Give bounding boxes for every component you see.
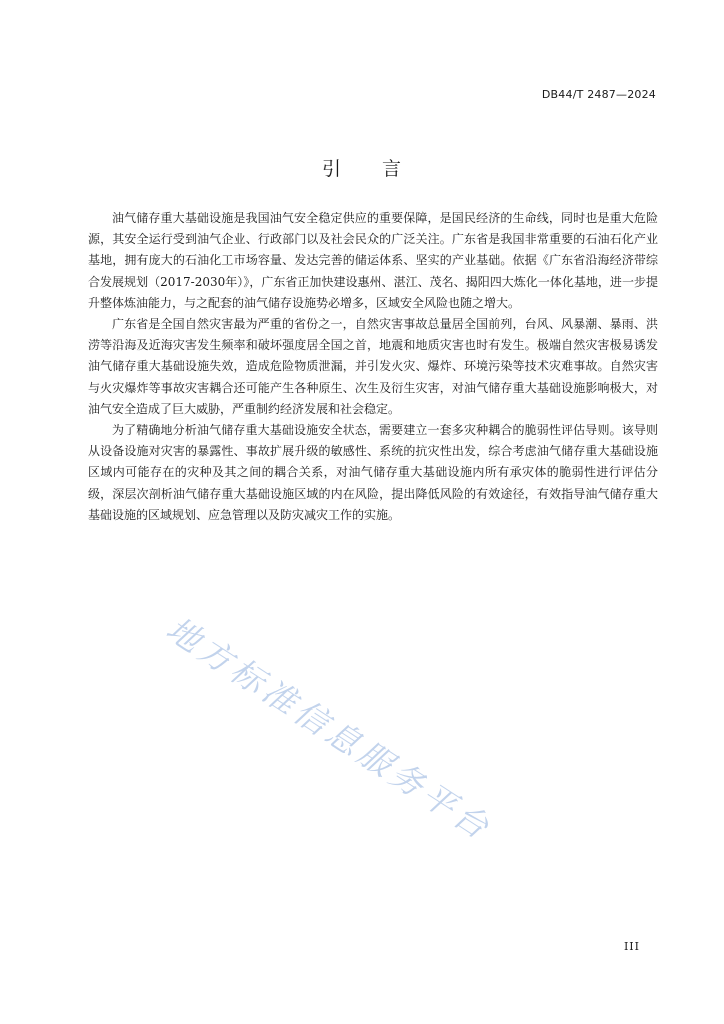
page-title-char-1: 引 bbox=[321, 158, 342, 180]
watermark: 地方标准信息服务平台 bbox=[159, 609, 500, 849]
page-title bbox=[0, 154, 724, 181]
standard-code: DB44/T 2487—2024 bbox=[541, 88, 656, 101]
page-title-char-2: 言 bbox=[382, 158, 403, 180]
paragraph-2: 广东省是全国自然灾害最为严重的省份之一，自然灾害事故总量居全国前列，台风、风暴潮、暴雨、洪涝等沿海及近海灾害发生频率和破坏强度居全国之首，地震和地质灾害也时有发生。极端自然灾害极易诱发油气储存重大基础设施失效，造成危险物质泄漏，并引发火灾、爆炸、环境污染等技术灾难事故。自然灾害与火灾爆炸等事故灾害耦合还可能产生各种原生、次生及衍生灾害，对油气储存重大基础设施影响极大，对油气安全造成了巨大威胁，严重制约经济发展和社会稳定。 bbox=[88, 317, 658, 416]
paragraph-3: 为了精确地分析油气储存重大基础设施安全状态，需要建立一套多灾种耦合的脆弱性评估导则。该导则从设备设施对灾害的暴露性、事故扩展升级的敏感性、系统的抗灾性出发，综合考虑油气储存重大基础设施区域内可能存在的灾种及其之间的耦合关系，对油气储存重大基础设施内所有承灾体的脆弱性进行评估分级，深层次剖析油气储存重大基础设施区域的内在风险，提出降低风险的有效途径，有效指导油气储存重大基础设施的区域规划、应急管理以及防灾减灾工作的实施。 bbox=[88, 423, 658, 522]
paragraph-1: 油气储存重大基础设施是我国油气安全稳定供应的重要保障，是国民经济的生命线，同时也是重大危险源，其安全运行受到油气企业、行政部门以及社会民众的广泛关注。广东省是我国非常重要的石油石化产业基地，拥有庞大的石油化工市场容量、发达完善的储运体系、坚实的产业基础。依据《广东省沿海经济带综合发展规划（2017-2030年）》，广东省正加快建设惠州、湛江、茂名、揭阳四大炼化一体化基地，进一步提升整体炼油能力，与之配套的油气储存设施势必增多，区域安全风险也随之增大。 bbox=[88, 211, 658, 310]
page-number: III bbox=[623, 940, 640, 953]
introduction-body bbox=[88, 208, 658, 526]
